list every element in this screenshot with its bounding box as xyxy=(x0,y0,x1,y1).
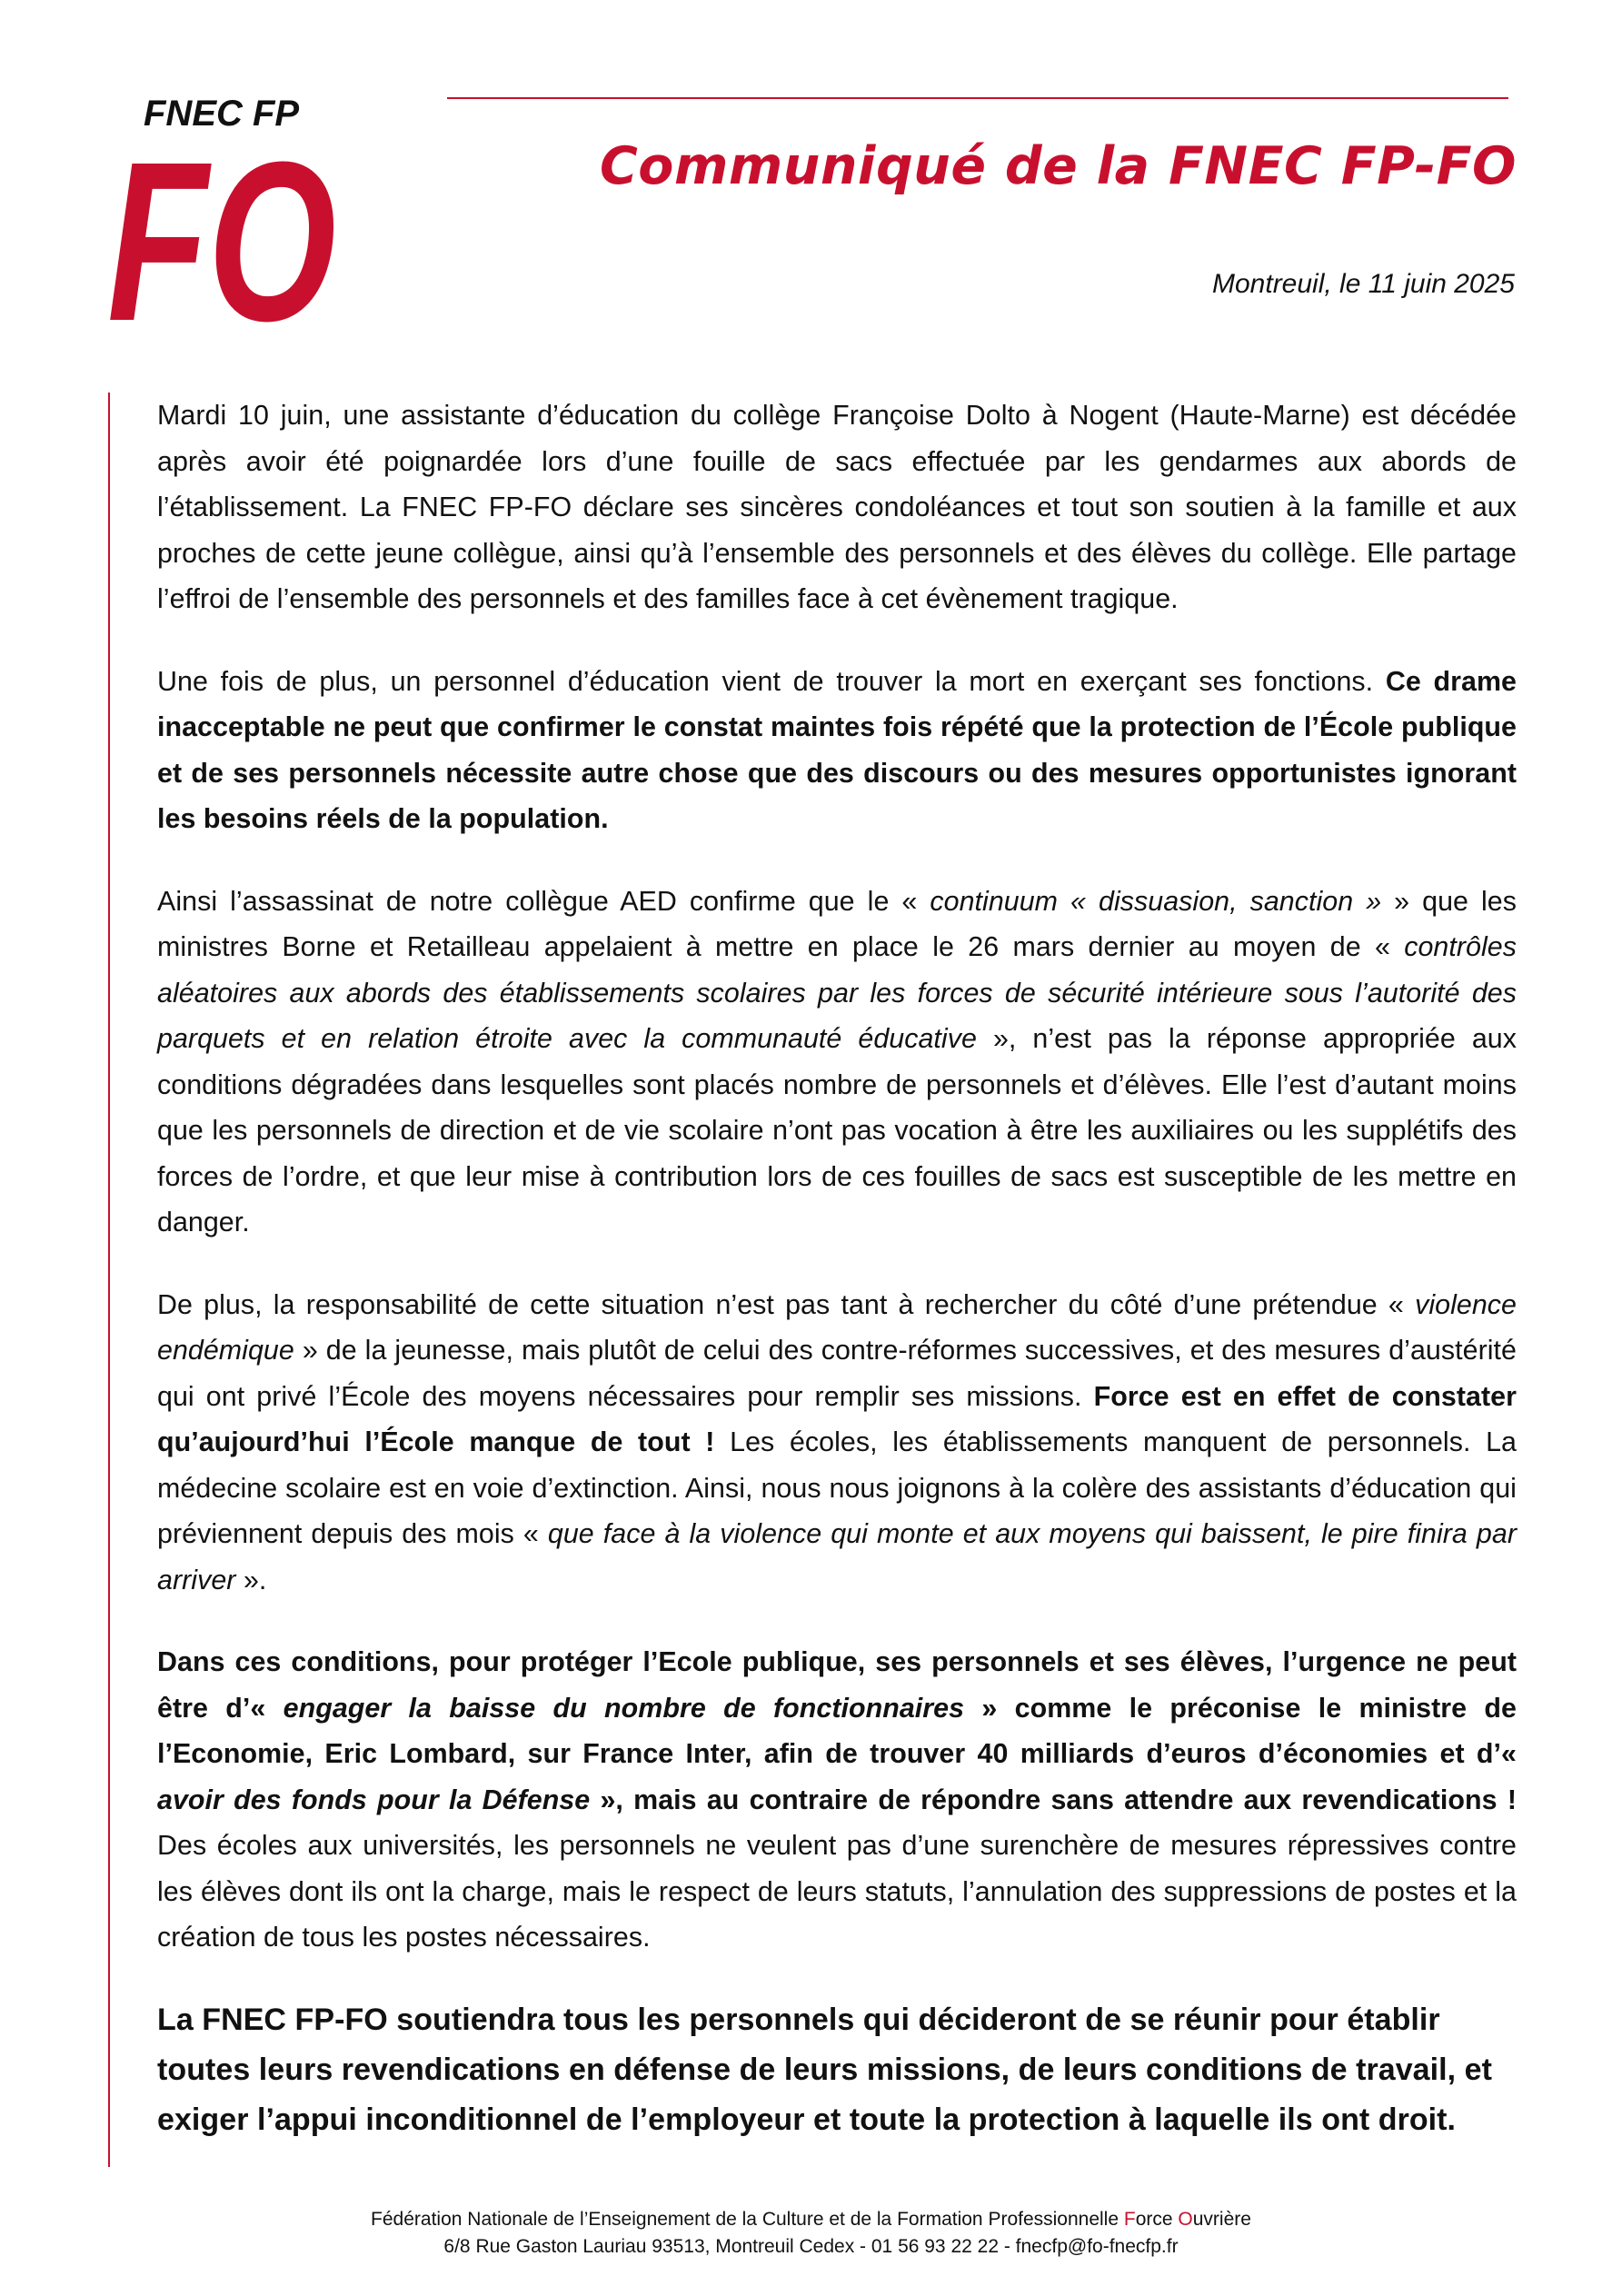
p5-bold-e: », mais au contraire de répondre sans attendre aux revendications ! xyxy=(590,1784,1517,1815)
footer-orce: orce xyxy=(1135,2209,1179,2230)
paragraph-5 xyxy=(157,1639,1517,1961)
paragraph-3 xyxy=(157,879,1517,1246)
p3-quote-controles: contrôles aléatoires aux abords des établissements scolaires par les forces de sécurité intérieure sous l’autorité des parquets et en relation étroite avec la communauté éducative xyxy=(157,931,1517,1054)
side-rule xyxy=(108,393,110,2167)
p3-quote-continuum: continuum « dissuasion, sanction » xyxy=(930,885,1382,917)
p5-text-f: Des écoles aux universités, les personnels ne veulent pas d’une surenchère de mesures répressives contre les élèves dont ils ont la charge, mais le respect de leurs statuts, l’annulation des suppressions de postes et la création de tous les postes nécessaires. xyxy=(157,1830,1517,1953)
p4-quote-aed: que face à la violence qui monte et aux moyens qui baissent, le pire finira par arriver xyxy=(157,1518,1517,1595)
p4-text-g: ». xyxy=(235,1564,267,1595)
communique-body xyxy=(157,393,1517,2145)
p4-quote-violence: violence endémique xyxy=(157,1288,1517,1366)
paragraph-2 xyxy=(157,659,1517,842)
p4-text-c: » de la jeunesse, mais plutôt de celui des contre-réformes successives, et des mesures d’austérité qui ont privé l’École des moyens nécessaires pour remplir ses missions. xyxy=(157,1335,1517,1412)
paragraph-4 xyxy=(157,1282,1517,1604)
paragraph-conclusion: La FNEC FP-FO soutiendra tous les personnels qui décideront de se réunir pour établir toutes leurs revendications en défense de leurs missions, de leurs conditions de travail, et exiger l’appui inconditionnel de l’employeur et toute la protection à laquelle ils ont droit. xyxy=(157,2002,1492,2137)
footer-f-letter: F xyxy=(1123,2209,1136,2230)
p3-text-e: », n’est pas la réponse appropriée aux conditions dégradées dans lesquelles sont placés nombre de personnels et d’élèves. Elle l’est d’autant moins que les personnels de direction et de vie scolaire n’ont pas vocation à être les auxiliaires ou les supplétifs des forces de l’ordre, et que leur mise à contribution lors de ces fouilles de sacs est susceptible de les mettre en danger. xyxy=(157,1023,1517,1237)
footer-line-1 xyxy=(0,2206,1622,2233)
footer-line-2: 6/8 Rue Gaston Lauriau 93513, Montreuil Cedex - 01 56 93 22 22 - fnecfp@fo-fnecfp.fr xyxy=(443,2236,1179,2257)
footer-org-name: Fédération Nationale de l’Enseignement de la Culture et de la Formation Professionnelle xyxy=(371,2209,1124,2230)
p2-text: Une fois de plus, un personnel d’éducation vient de trouver la mort en exerçant ses fonctions. xyxy=(157,665,1386,697)
p4-bold: Force est en effet de constater qu’aujourd’hui l’École manque de tout ! xyxy=(157,1380,1517,1457)
footer-uvriere: uvrière xyxy=(1192,2209,1251,2230)
p4-text-e: Les écoles, les établissements manquent de personnels. La médecine scolaire est en voie d’extinction. Ainsi, nous nous joignons à la colère des assistants d’éducation qui préviennent depuis des mois « xyxy=(157,1426,1517,1549)
footer xyxy=(0,2206,1622,2261)
paragraph-1: Mardi 10 juin, une assistante d’éducation du collège Françoise Dolto à Nogent (Haute-Marne) est décédée après avoir été poignardée lors d’une fouille de sacs effectuée par les gendarmes aux abords de l’établissement. La FNEC FP-FO déclare ses sincères condoléances et tout son soutien à la famille et aux proches de cette jeune collègue, ainsi qu’à l’ensemble des personnels et des élèves du collège. Elle partage l’effroi de l’ensemble des personnels et des familles face à cet évènement tragique. xyxy=(157,400,1517,614)
p5-bold-c: » comme le préconise le ministre de l’Economie, Eric Lombard, sur France Inter, afin de trouver 40 milliards d’euros d’économies et d’« xyxy=(157,1692,1517,1769)
logo-top-text: FNEC FP xyxy=(144,94,300,134)
p5-bold-a: Dans ces conditions, pour protéger l’Ecole publique, ses personnels et ses élèves, l’urgence ne peut être d’« xyxy=(157,1646,1517,1724)
fnec-fp-fo-logo xyxy=(107,91,345,329)
p3-text-c: » que les ministres Borne et Retailleau appelaient à mettre en place le 26 mars dernier au moyen de « xyxy=(157,885,1517,962)
fo-logo-icon xyxy=(107,91,345,329)
p5-quote-defense: avoir des fonds pour la Défense xyxy=(157,1784,591,1815)
p3-text-a: Ainsi l’assassinat de notre collègue AED confirme que le « xyxy=(157,885,930,917)
footer-o-letter: O xyxy=(1178,2209,1193,2230)
p2-bold: Ce drame inacceptable ne peut que confirmer le constat maintes fois répété que la protection de l’École publique et de ses personnels nécessite autre chose que des discours ou des mesures opportunistes ignorant les besoins réels de la population. xyxy=(157,665,1517,834)
logo-main-text: FO xyxy=(107,114,336,329)
p5-quote-fonctionnaires: engager la baisse du nombre de fonctionnaires xyxy=(283,1692,965,1724)
header-rule xyxy=(447,97,1508,99)
p4-text-a: De plus, la responsabilité de cette situation n’est pas tant à rechercher du côté d’une prétendue « xyxy=(157,1288,1416,1320)
page-title: Communiqué de la FNEC FP-FO xyxy=(599,136,1517,196)
date-line: Montreuil, le 11 juin 2025 xyxy=(1212,269,1515,299)
